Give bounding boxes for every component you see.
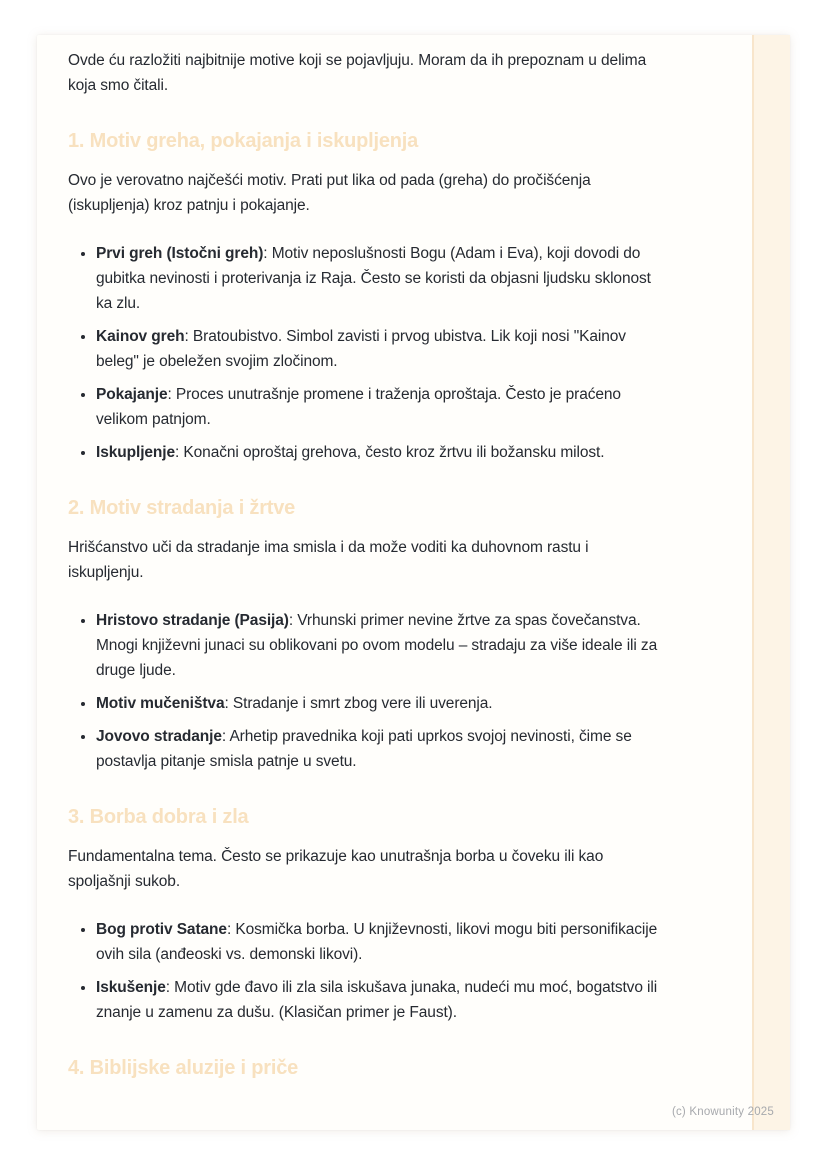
section-heading: 4. Biblijske aluzije i priče [68, 1057, 299, 1079]
motif-term: Iskušenje [96, 979, 166, 996]
motif-description: : Motiv gde đavo ili zla sila iskušava junaka, nudeći mu moć, bogatstvo ili znanje u zamenu za dušu. (Klasičan primer je Faust). [96, 979, 658, 1021]
motif-description: : Proces unutrašnje promene i traženja oproštaja. Često je praćeno velikom patnjom. [96, 386, 621, 428]
section-paragraph: Hrišćanstvo uči da stradanje ima smisla i da može voditi ka duhovnom rastu i iskupljenju. [68, 539, 589, 581]
section-paragraph: Fundamentalna tema. Često se prikazuje kao unutrašnja borba u čoveku ili kao spoljašnji sukob. [68, 848, 604, 890]
document-content [68, 48, 658, 1095]
list-item [96, 382, 658, 432]
motif-description: : Konačni oproštaj grehova, često kroz žrtvu ili božansku milost. [175, 444, 605, 461]
motif-description: : Bratoubistvo. Simbol zavisti i prvog ubistva. Lik koji nosi "Kainov beleg" je obeležen svojim zločinom. [96, 328, 626, 370]
list-item [96, 691, 658, 716]
list-item [96, 440, 658, 465]
motif-term: Jovovo stradanje [96, 728, 222, 745]
list-item [96, 608, 658, 683]
motif-term: Iskupljenje [96, 444, 176, 461]
motif-term: Bog protiv Satane [96, 921, 227, 938]
motif-description: : Kosmička borba. U književnosti, likovi mogu biti personifikacije ovih sila (anđeoski vs. demonski likovi). [96, 921, 658, 963]
motif-term: Hristovo stradanje (Pasija) [96, 612, 289, 629]
section-borba-dobra-i-zla [68, 804, 658, 1025]
decorative-right-band [752, 35, 790, 1130]
list-item [96, 324, 658, 374]
motif-term: Pokajanje [96, 386, 168, 403]
motif-description: : Arhetip pravednika koji pati uprkos svojoj nevinosti, čime se postavlja pitanje smisla patnje u svetu. [96, 728, 632, 770]
section-heading: 2. Motiv stradanja i žrtve [68, 497, 296, 519]
intro-paragraph: Ovde ću razložiti najbitnije motive koji se pojavljuju. Moram da ih prepoznam u delima koja smo čitali. [68, 52, 647, 94]
list-item [96, 917, 658, 967]
section-heading: 3. Borba dobra i zla [68, 806, 249, 828]
motif-description: : Motiv neposlušnosti Bogu (Adam i Eva), koji dovodi do gubitka nevinosti i proterivanja iz Raja. Često se koristi da objasni ljudsku sklonost ka zlu. [96, 245, 651, 312]
list-item [96, 975, 658, 1025]
section-motiv-greha [68, 128, 658, 465]
section-paragraph: Ovo je verovatno najčešći motiv. Prati put lika od pada (greha) do pročišćenja (iskupljenja) kroz patnju i pokajanje. [68, 172, 591, 214]
motif-term: Prvi greh (Istočni greh) [96, 245, 264, 262]
motif-term: Motiv mučeništva [96, 695, 225, 712]
list-item [96, 241, 658, 316]
section-biblijske-aluzije [68, 1055, 658, 1081]
list-item [96, 724, 658, 774]
bullet-list [68, 917, 658, 1025]
motif-term: Kainov greh [96, 328, 185, 345]
section-motiv-stradanja [68, 495, 658, 774]
document-card [37, 35, 790, 1130]
motif-description: : Stradanje i smrt zbog vere ili uverenja. [224, 695, 493, 712]
section-heading: 1. Motiv greha, pokajanja i iskupljenja [68, 130, 419, 152]
motif-description: : Vrhunski primer nevine žrtve za spas čovečanstva. Mnogi književni junaci su oblikovani po ovom modelu – stradaju za više ideale ili za druge ljude. [96, 612, 658, 679]
footer-copyright: (c) Knowunity 2025 [671, 1106, 774, 1118]
bullet-list [68, 608, 658, 774]
bullet-list [68, 241, 658, 465]
